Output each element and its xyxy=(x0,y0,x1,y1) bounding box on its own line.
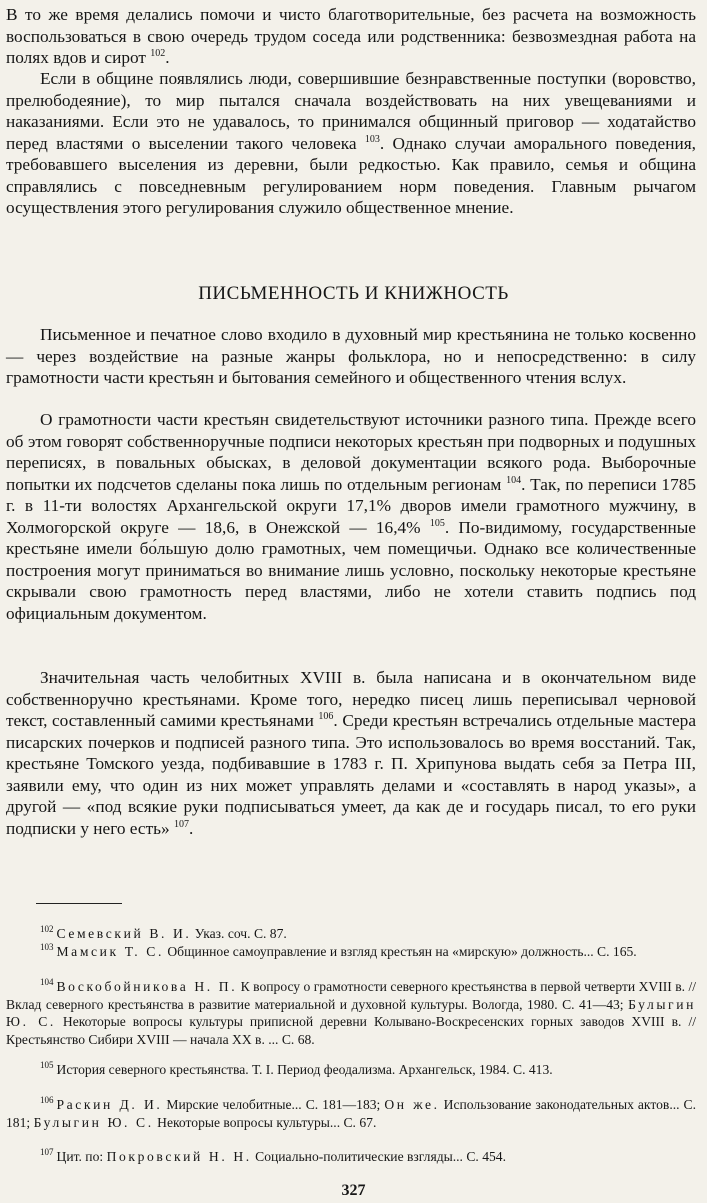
footnote-text: Общинное самоуправление и взгляд крестьян на «мирскую» должность... С. 165. xyxy=(163,944,637,959)
footnote-author: Мамсик Т. С. xyxy=(56,944,164,959)
footnote-text: Некоторые вопросы культуры... С. 67. xyxy=(153,1114,377,1130)
paragraph-text: . Среди крестьян встречались отдельные мастера писарских почерков и подписей разного типа. Это использовалось во время восстаний. Так, крестьяне Томского уезда, подбивавшие в 1783 г. П. Хрипунова выдать себя за Петра III, заявили ему, что один из них может управлять делами и «составлять в народ указы», а другой — «под всякие руки подписываться умеет, да как де и государь писал, то его руки подписки у него есть» xyxy=(6,711,696,838)
footnote-ref: 102 xyxy=(150,48,166,60)
footnote-text: История северного крестьянства. Т. I. Период феодализма. Архангельск, 1984. С. 413. xyxy=(56,1062,553,1077)
paragraph-text: О грамотности части крестьян свидетельствуют источники разного типа. Прежде всего об этом говорят собственноручные подписи некоторых крестьян при подворных и подушных переписях, в повальных обысках, в деловой документации всякого рода. Выборочные попытки их подсчетов сделаны пока лишь по отдельным регионам xyxy=(6,410,696,494)
footnote-ref: 106 xyxy=(318,711,334,723)
paragraph-mutual-aid xyxy=(6,4,696,69)
footnote-number: 102 xyxy=(40,924,54,935)
paragraph-text: Значительная часть челобитных XVIII в. была написана и в окончательном виде собственноручно крестьянами. Кроме того, нередко писец лишь переписывал черновой текст, составленный самими крестьянами xyxy=(6,668,696,730)
footnote-ref: 104 xyxy=(506,474,522,486)
footnote-106 xyxy=(6,1096,696,1131)
paragraph-text: . xyxy=(189,818,194,838)
paragraph-text: . Так, по переписи 1785 г. в 11-ти волостях Архангельской округи 17,1% дворов имели грамотного мужчину, в Холмогорской округе — 18,6, в Онежской — 16,4% xyxy=(6,474,696,537)
footnote-text: Использование законодательных актов... С. 181; xyxy=(6,1097,696,1130)
footnote-ref: 105 xyxy=(429,517,445,529)
footnote-text: Социально-политические взгляды... С. 454. xyxy=(251,1149,507,1164)
footnote-105 xyxy=(6,1061,696,1079)
paragraph-text: Письменное и печатное слово входило в духовный мир крестьянина не только косвенно — через воздействие на разные жанры фольклора, но и непосредственно: в силу грамотности части крестьян и бытования семейного и общественного чтения вслух. xyxy=(6,325,696,387)
footnote-author: Воскобойникова Н. П. xyxy=(56,979,238,994)
footnote-number: 105 xyxy=(40,1060,54,1071)
paragraph-text: В то же время делались помочи и чисто благотворительные, без расчета на возможность воспользоваться в свою очередь трудом соседа или родственника: безвозмездная работа на полях вдов и сирот xyxy=(6,5,696,67)
footnote-number: 104 xyxy=(40,977,54,988)
page-number: 327 xyxy=(341,1182,366,1199)
paragraph-written-word xyxy=(6,324,696,389)
footnote-102 xyxy=(6,925,696,943)
footnote-author: Семевский В. И. xyxy=(56,926,192,941)
footnote-number: 106 xyxy=(40,1095,54,1106)
footnote-text: Мирские челобитные... С. 181—183; xyxy=(162,1097,385,1112)
footnote-author: Раскин Д. И. xyxy=(56,1097,163,1112)
footnote-103 xyxy=(6,943,696,961)
footnote-ref: 107 xyxy=(174,818,189,830)
paragraph-literacy-sources xyxy=(6,409,696,624)
footnote-107 xyxy=(6,1148,696,1166)
footnote-104 xyxy=(6,978,696,1048)
footnote-number: 107 xyxy=(40,1147,54,1158)
paragraph-text: . Однако случаи аморального поведения, требовавшего выселения из деревни, были редкостью. Как правило, семья и община справлялись с повседневным регулированием норм поведения. Главным рычагом осуществления этого регулирования служило общественное мнение. xyxy=(6,133,696,217)
footnote-text: Некоторые вопросы культуры приписной деревни Колывано-Воскресенских горных заводов XVIII в. // Крестьянство Сибири XVIII — начала XX в. ... С. 68. xyxy=(6,1014,697,1047)
footnote-ref: 103 xyxy=(364,133,380,145)
paragraph-community-sanctions xyxy=(6,68,696,219)
footnote-text: Цит. по: xyxy=(56,1149,107,1164)
footnote-text: Указ. соч. С. 87. xyxy=(191,926,287,941)
footnote-divider xyxy=(36,903,122,904)
paragraph-petitions xyxy=(6,667,696,839)
section-heading: ПИСЬМЕННОСТЬ И КНИЖНОСТЬ xyxy=(198,283,509,304)
footnote-author: Булыгин Ю. С. xyxy=(33,1114,154,1130)
footnote-author: Он же. xyxy=(384,1097,440,1112)
paragraph-text: . По-видимому, государственные крестьяне имели бо́льшую долю грамотных, чем помещичьи. Однако все количественные построения могут приниматься во внимание лишь условно, поскольку некоторые крестьяне скрывали свою грамотность перед властями, либо не хотели ставить подпись под официальным документом. xyxy=(6,517,696,623)
footnote-number: 103 xyxy=(40,942,54,953)
footnote-author: Булыгин Ю. С. xyxy=(6,996,696,1030)
footnote-author: Покровский Н. Н. xyxy=(106,1149,252,1164)
paragraph-text: . xyxy=(165,48,170,67)
paragraph-text: Если в общине появлялись люди, совершившие безнравственные поступки (воровство, прелюбодеяние), то мир пытался сначала воздействовать на них увещеваниями и наказаниями. Если это не удавалось, то принимался общинный приговор — ходатайство перед властями о выселении такого человека xyxy=(6,69,696,153)
footnote-text: К вопросу о грамотности северного крестьянства в первой четверти XVIII в. // Вклад северного крестьянства в развитие материальной и духовной культуры. Вологда, 1980. С. 41—43; xyxy=(6,979,696,1012)
